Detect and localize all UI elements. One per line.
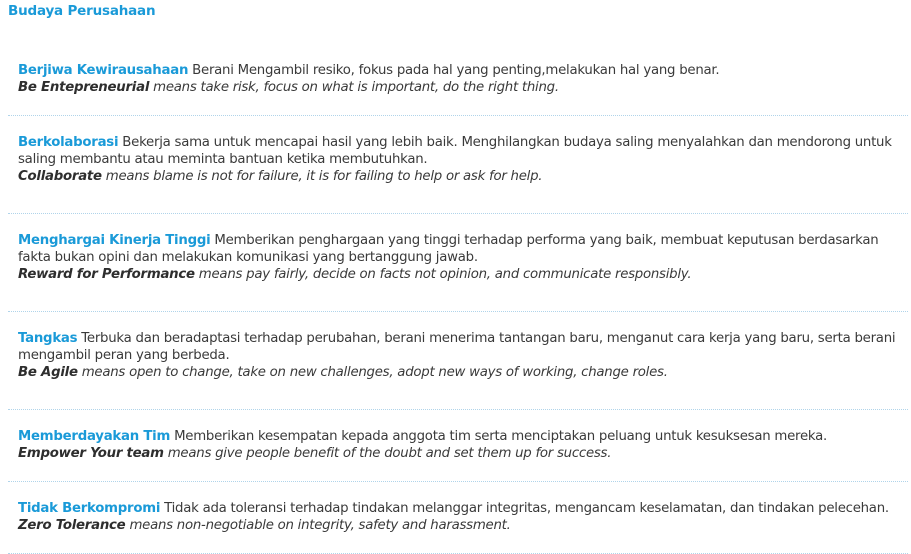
value-text-en: means take risk, focus on what is important, do the right thing. <box>153 80 559 95</box>
values-list <box>18 62 908 554</box>
value-desc-en <box>18 266 908 283</box>
value-text-en: means blame is not for failure, it is for failing to help or ask for help. <box>105 169 543 184</box>
value-item-empower <box>18 428 908 482</box>
value-item-performance <box>18 232 908 312</box>
value-text-id: Terbuka dan beradaptasi terhadap perubahan, berani menerima tantangan baru, menganut cara kerja yang baru, serta berani mengambil peran yang berbeda. <box>18 331 896 363</box>
value-text-id: Berani Mengambil resiko, fokus pada hal yang penting,melakukan hal yang benar. <box>192 63 720 78</box>
value-item-collaborate <box>18 134 908 214</box>
value-text-en: means give people benefit of the doubt and set them up for success. <box>167 446 612 461</box>
value-desc-en <box>18 364 908 381</box>
value-item-zero-tolerance <box>18 500 908 554</box>
value-desc-id <box>18 134 908 168</box>
value-desc-en <box>18 517 908 534</box>
value-text-id: Memberikan kesempatan kepada anggota tim serta menciptakan peluang untuk kesuksesan mereka. <box>174 429 827 444</box>
value-desc-id <box>18 232 908 266</box>
value-desc-id <box>18 62 908 79</box>
value-desc-id <box>18 500 908 517</box>
divider <box>8 115 908 116</box>
value-name-id: Tangkas <box>18 331 78 346</box>
value-name-en: Empower Your team <box>18 446 164 461</box>
value-desc-en <box>18 79 908 96</box>
value-desc-id <box>18 428 908 445</box>
value-item-entrepreneurial <box>18 62 908 116</box>
value-name-en: Be Agile <box>18 365 78 380</box>
value-text-id: Bekerja sama untuk mencapai hasil yang lebih baik. Menghilangkan budaya saling menyalahkan dan mendorong untuk saling membantu atau meminta bantuan ketika membutuhkan. <box>18 135 892 167</box>
value-name-id: Tidak Berkompromi <box>18 501 161 516</box>
value-name-en: Reward for Performance <box>18 267 195 282</box>
value-desc-id <box>18 330 908 364</box>
section-title: Budaya Perusahaan <box>8 3 156 19</box>
value-name-en: Be Entepreneurial <box>18 80 150 95</box>
value-name-id: Menghargai Kinerja Tinggi <box>18 233 211 248</box>
value-desc-en <box>18 445 908 462</box>
value-desc-en <box>18 168 908 185</box>
value-text-en: means pay fairly, decide on facts not opinion, and communicate responsibly. <box>198 267 692 282</box>
divider <box>8 213 908 214</box>
value-name-en: Zero Tolerance <box>18 518 126 533</box>
divider <box>8 409 908 410</box>
value-name-en: Collaborate <box>18 169 102 184</box>
value-text-en: means open to change, take on new challenges, adopt new ways of working, change roles. <box>81 365 668 380</box>
value-name-id: Berjiwa Kewirausahaan <box>18 63 189 78</box>
value-name-id: Berkolaborasi <box>18 135 119 150</box>
value-text-en: means non-negotiable on integrity, safety and harassment. <box>129 518 511 533</box>
value-text-id: Tidak ada toleransi terhadap tindakan melanggar integritas, mengancam keselamatan, dan tindakan pelecehan. <box>164 501 889 516</box>
divider <box>8 481 908 482</box>
value-name-id: Memberdayakan Tim <box>18 429 171 444</box>
divider <box>8 311 908 312</box>
value-text-id: Memberikan penghargaan yang tinggi terhadap performa yang baik, membuat keputusan berdasarkan fakta bukan opini dan melakukan komunikasi yang bertanggung jawab. <box>18 233 879 265</box>
value-item-agile <box>18 330 908 410</box>
